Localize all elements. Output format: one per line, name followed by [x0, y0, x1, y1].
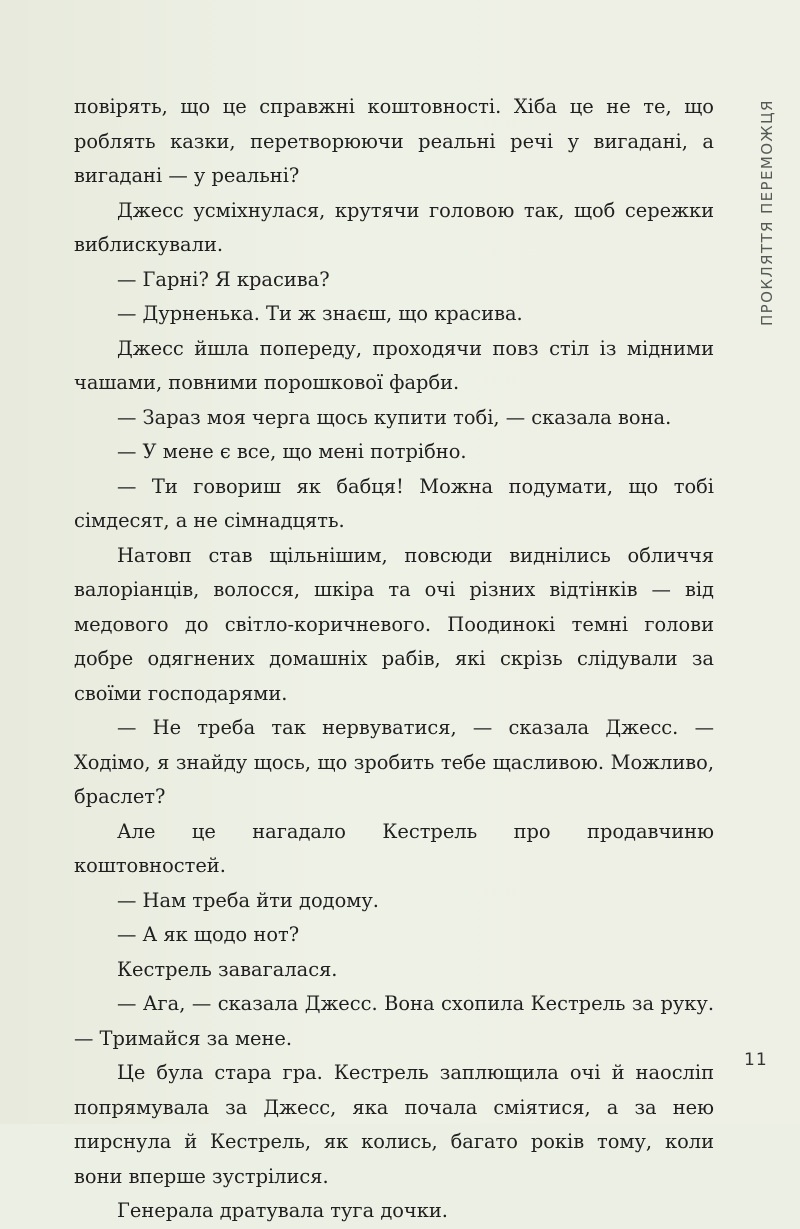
paragraph-3: — Гарні? Я красива? — [117, 267, 330, 291]
paragraph-5: Джесс йшла попереду, проходячи повз стіл із мідними чашами, повними порошкової фарби. — [74, 336, 714, 394]
paragraph-9: Натовп став щільнішим, повсюди виднілись обличчя валоріанців, волосся, шкіра та очі різних відтінків — від медового до світло-коричневого. Поодинокі темні голови добре одягнених домашніх рабів, які скрізь слідували за своїми господарями. — [74, 543, 714, 705]
paragraph-14: Кестрель завагалася. — [117, 957, 338, 981]
body-text — [74, 90, 714, 1229]
paragraph-10: — Не треба так нервуватися, — сказала Джесс. — Ходімо, я знайду щось, що зробить тебе щасливою. Можливо, браслет? — [74, 716, 714, 808]
paragraph-11: Але це нагадало Кестрель про продавчиню коштовностей. — [74, 819, 714, 877]
paragraph-7: — У мене є все, що мені потрібно. — [117, 440, 467, 463]
paragraph-12: — Нам треба йти додому. — [117, 888, 379, 912]
paragraph-1: повірять, що це справжні коштовності. Хіба це не те, що роблять казки, перетворюючи реальні речі у вигадані, а вигадані — у реальні? — [74, 95, 714, 187]
paragraph-15: — Ага, — сказала Джесс. Вона схопила Кестрель за руку. — Тримайся за мене. — [74, 992, 714, 1050]
paragraph-17: Генерала дратувала туга дочки. — [117, 1199, 448, 1222]
page-number: 11 — [744, 1050, 768, 1070]
paragraph-13: — А як щодо нот? — [117, 923, 300, 946]
paragraph-4: — Дурненька. Ти ж знаєш, що красива. — [117, 302, 523, 325]
running-head: ПРОКЛЯТТЯ ПЕРЕМОЖЦЯ — [758, 99, 776, 326]
paragraph-2: Джесс усміхнулася, крутячи головою так, щоб сережки виблискували. — [74, 198, 714, 256]
paragraph-16: Це була стара гра. Кестрель заплющила очі й наосліп попрямувала за Джесс, яка почала сміятися, а за нею пирснула й Кестрель, як колись, багато років тому, коли вони вперше зустрілися. — [74, 1061, 714, 1188]
paragraph-8: — Ти говориш як бабця! Можна подумати, що тобі сімдесят, а не сімнадцять. — [74, 474, 714, 532]
paragraph-6: — Зараз моя черга щось купити тобі, — сказала вона. — [117, 405, 672, 429]
